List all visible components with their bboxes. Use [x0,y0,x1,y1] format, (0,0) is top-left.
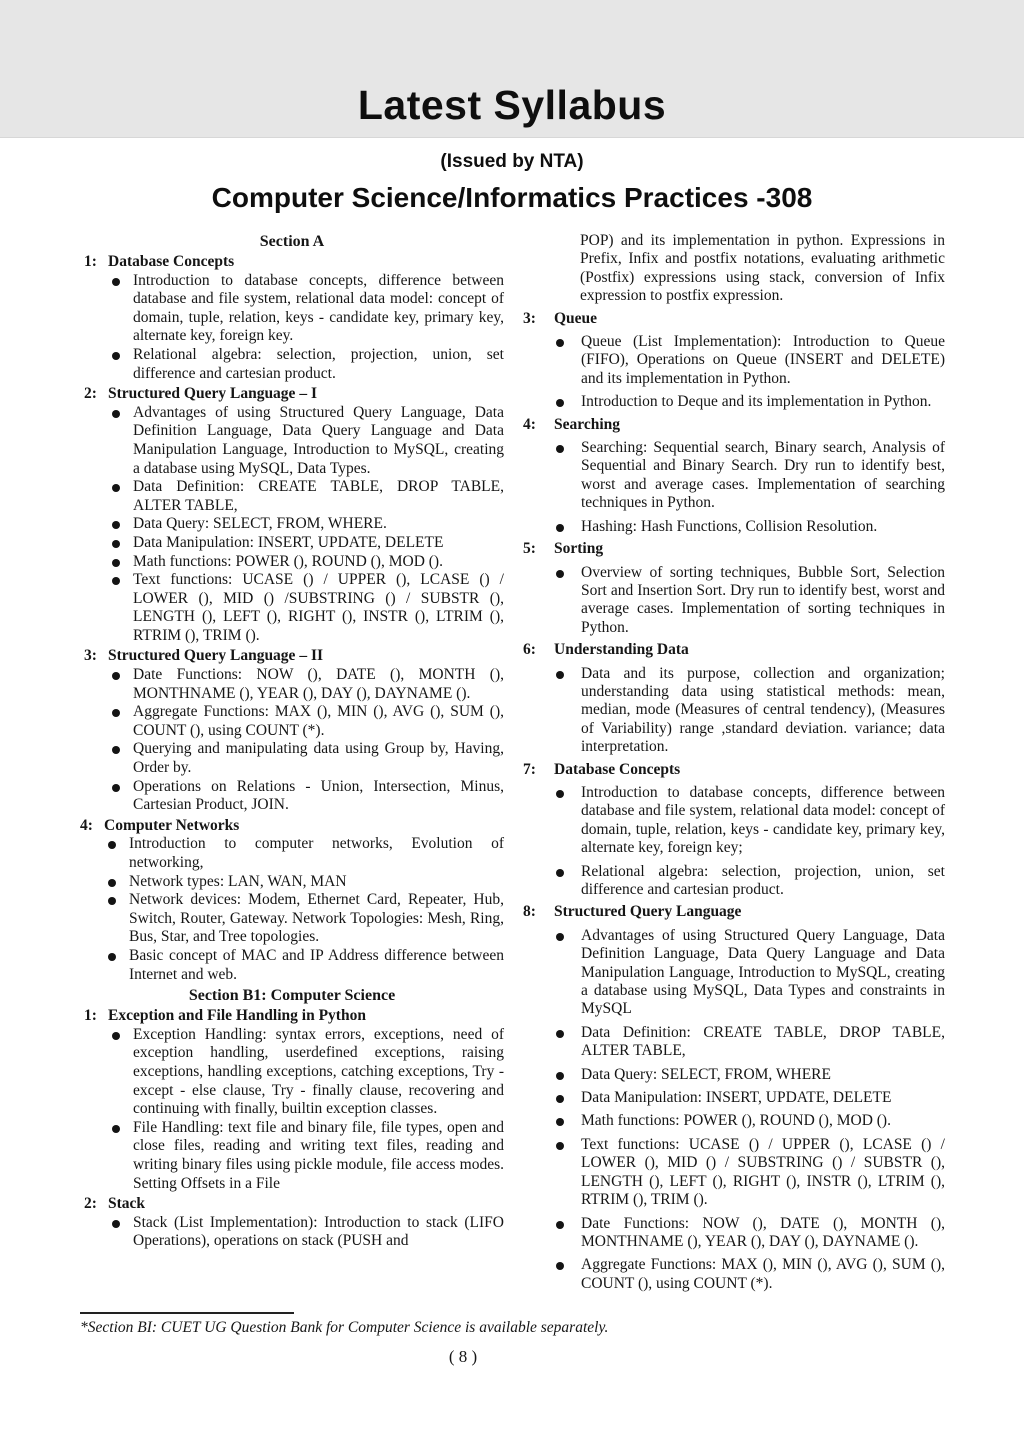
bullet-icon [556,445,564,453]
bullet-text: Math functions: POWER (), ROUND (), MOD (). [581,1112,891,1130]
item-title: Database Concepts [108,253,235,270]
item-number: 4: [523,415,536,433]
bullet-icon [112,746,120,754]
bullet-icon [112,577,120,585]
bullet-text: Data Definition: CREATE TABLE, DROP TABLE, ALTER TABLE, [133,478,504,514]
bullet [554,1024,945,1061]
item-7-database-concepts [521,761,945,900]
bullet [108,534,504,553]
bullet-text: Data and its purpose, collection and organization; understanding data using statistical methods: mean, median, mode (Measures of central tendency), (Measures of Variability) range ,standard deviation. variance; data interpretation. [581,664,945,756]
bullet-icon [112,484,120,492]
item-title: Understanding Data [554,641,689,659]
bullet-icon [108,897,116,905]
bullet [108,1214,504,1251]
bullet-text: Data Manipulation: INSERT, UPDATE, DELETE [133,533,444,551]
bullet [554,665,945,757]
bullet [108,666,504,703]
item-8-structured-query-language [521,903,945,1293]
item-title: Stack [108,1195,146,1213]
bullet [554,393,945,411]
bullet-text: Advantages of using Structured Query Language, Data Definition Language, Data Query Language and Data Manipulation Language, Introduction to MySQL, creating a database using MySQL, Data Types. [133,403,504,477]
bullet [108,778,504,815]
bullet-icon [556,1118,564,1126]
bullet [554,1215,945,1252]
bullet-text: Operations on Relations - Union, Intersection, Minus, Cartesian Product, JOIN. [133,777,504,814]
bullet-text: Relational algebra: selection, projection, union, set difference and cartesian product. [581,862,945,898]
bullet-text: Introduction to Deque and its implementation in Python. [581,393,932,411]
bullet [554,1066,945,1084]
bullet [108,1119,504,1193]
bullet-text: Introduction to database concepts, difference between database and file system, relational data model: concept of domain, tuple, relation, keys - candidate key, primary key, alternate key, foreign key. [133,271,504,345]
bullet [104,835,504,872]
item-number: 8: [523,903,536,921]
bullet-icon [556,1221,564,1229]
bullet-text: Aggregate Functions: MAX (), MIN (), AVG (), SUM (), COUNT (), using COUNT (*). [581,1256,945,1292]
bullet-icon [556,671,564,679]
item-1-exception-file-handling [80,1007,504,1193]
bullet-text: Querying and manipulating data using Group by, Having, Order by. [133,740,504,777]
bullet-icon [556,570,564,578]
item-title: Computer Networks [104,816,240,834]
bullet-icon [556,1262,564,1270]
bullet [108,346,504,383]
bullet-text: File Handling: text file and binary file, file types, open and close files, reading and writing text files, reading and writing binary files using pickle module, file access modes. Setting Offsets in a File [133,1118,504,1192]
item-number: 2: [84,1195,97,1213]
bullet [554,863,945,900]
bullet-text: Introduction to computer networks, Evolution of networking, [129,835,504,871]
bullet [554,1136,945,1210]
bullet [104,947,504,984]
item-number: 3: [523,309,536,327]
bullet-icon [108,841,116,849]
item-number: 2: [84,385,97,403]
stack-continuation-text: POP) and its implementation in python. Expressions in Prefix, Infix and postfix notations, evaluating arithmetic (Postfix) expressions using stack, conversion of Infix expression to postfix expression. [580,232,945,305]
bullet-text: Data Query: SELECT, FROM, WHERE. [133,515,387,533]
bullet [108,553,504,572]
item-number: 7: [523,760,536,778]
item-title: Exception and File Handling in Python [108,1007,366,1025]
bullet-text: Advantages of using Structured Query Language, Data Definition Language, Data Query Language and Data Manipulation Language, Introduction to MySQL, creating a database using MySQL, Data Types and constraints in MySQL [581,926,945,1018]
bullet-text: Math functions: POWER (), ROUND (), MOD (). [133,552,443,570]
bullet [554,1256,945,1293]
footnote-text: *Section BI: CUET UG Question Bank for Computer Science is available separately. [80,1319,609,1336]
bullet [108,404,504,478]
bullet [108,515,504,534]
item-3-queue [521,310,945,412]
item-title: Structured Query Language – II [108,647,324,665]
bullet [554,333,945,388]
bullet [108,571,504,645]
bullet-text: Basic concept of MAC and IP Address difference between Internet and web. [129,946,504,983]
bullet-icon [112,521,120,529]
item-title: Structured Query Language – I [108,385,317,403]
bullet [554,564,945,638]
bullet [108,740,504,777]
item-6-understanding-data [521,641,945,756]
bullet-icon [112,709,120,717]
bullet-icon [108,953,116,961]
bullet-text: Data Manipulation: INSERT, UPDATE, DELETE [581,1089,892,1107]
item-number: 3: [84,647,97,665]
subject-title: Computer Science/Informatics Practices -308 [211,182,813,213]
issued-by-text: (Issued by NTA) [440,151,584,172]
item-title: Queue [554,309,598,327]
bullet-icon [556,1095,564,1103]
item-number: 1: [84,253,97,270]
bullet-icon [556,1030,564,1038]
bullet-text: Data Query: SELECT, FROM, WHERE [581,1065,831,1083]
bullet-icon [112,672,120,680]
bullet-icon [112,352,120,360]
bullet-icon [112,410,120,418]
item-number: 1: [84,1007,97,1025]
bullet-text: Exception Handling: syntax errors, exceptions, need of exception handling, userdefined exceptions, raising exceptions, handling exceptions, catching exceptions, Try - except - else clause, Try - finally clause, recovering and continuing with finally, builtin exception classes. [133,1025,504,1118]
bullet [108,703,504,740]
item-3-sql-2 [80,647,504,814]
bullet-icon [108,879,116,887]
item-title: Searching [554,415,621,433]
item-5-sorting [521,540,945,637]
bullet [104,873,504,892]
bullet-text: Text functions: UCASE () / UPPER (), LCASE () / LOWER (), MID () /SUBSTRING () / SUBSTR (), LENGTH (), LEFT (), RIGHT (), INSTR (), LTRIM (), RTRIM (), TRIM (). [133,571,504,644]
item-number: 5: [523,540,536,558]
bullet-text: Text functions: UCASE () / UPPER (), LCASE () / LOWER (), MID () / SUBSTRING () / SUBSTR (), LENGTH (), LEFT (), RIGHT (), INSTR (), LTRIM (), RTRIM (), TRIM (). [581,1135,945,1209]
item-2-stack [80,1195,504,1251]
bullet-text: Network types: LAN, WAN, MAN [129,872,347,890]
bullet-text: Relational algebra: selection, projection, union, set difference and cartesian product. [133,345,504,382]
bullet [554,1089,945,1107]
bullet-text: Network devices: Modem, Ethernet Card, Repeater, Hub, Switch, Router, Gateway. Network Topologies: Mesh, Ring, Bus, Star, and Tree topologies. [129,891,504,946]
bullet [108,272,504,346]
bullet [108,1026,504,1119]
item-4-searching [521,416,945,536]
bullet-icon [556,1142,564,1150]
page-title: Latest Syllabus [357,82,667,128]
bullet-text: Date Functions: NOW (), DATE (), MONTH (), MONTHNAME (), YEAR (), DAY (), DAYNAME (). [133,666,504,702]
bullet-icon [556,790,564,798]
bullet-text: Overview of sorting techniques, Bubble Sort, Selection Sort and Insertion Sort. Dry run to identify best, worst and average cases. Implementation of sorting techniques in Python. [581,563,945,636]
bullet-text: Aggregate Functions: MAX (), MIN (), AVG (), SUM (), COUNT (), using COUNT (*). [133,703,504,739]
section-a-heading: Section A [259,233,325,250]
bullet-icon [112,1125,120,1133]
bullet-text: Data Definition: CREATE TABLE, DROP TABLE, ALTER TABLE, [581,1023,945,1060]
bullet-icon [556,1072,564,1080]
bullet-icon [112,540,120,548]
bullet [554,1112,945,1130]
bullet [554,518,945,536]
bullet-icon [556,869,564,877]
bullet [104,891,504,947]
bullet-icon [556,524,564,532]
section-b1-heading: Section B1: Computer Science [188,987,396,1005]
item-4-computer-networks [80,817,504,984]
bullet [554,927,945,1019]
bullet-icon [556,399,564,407]
item-title: Sorting [554,540,604,558]
bullet-text: Hashing: Hash Functions, Collision Resolution. [581,517,878,535]
item-2-sql-1 [80,385,504,645]
bullet-icon [112,1220,120,1228]
page-number: ( 8 ) [448,1347,478,1366]
footnote-divider [80,1312,294,1314]
right-column [521,232,945,1293]
bullet-icon [112,278,120,286]
item-number: 6: [523,641,536,659]
bullet-icon [112,559,120,567]
bullet-text: Queue (List Implementation): Introduction to Queue (FIFO), Operations on Queue (INSERT and DELETE) and its implementation in Python. [581,333,945,387]
bullet [108,478,504,515]
bullet-text: Searching: Sequential search, Binary search, Analysis of Sequential and Binary Search. Dry run to identify best, worst and average cases. Implementation of searching techniques in Python. [581,439,945,512]
item-title: Structured Query Language [554,903,742,921]
bullet [554,784,945,858]
item-number: 4: [80,816,93,834]
item-1-database-concepts [80,253,504,383]
bullet-text: Date Functions: NOW (), DATE (), MONTH (), MONTHNAME (), YEAR (), DAY (), DAYNAME (). [581,1214,945,1250]
syllabus-columns [80,232,945,1293]
bullet-text: Stack (List Implementation): Introduction to stack (LIFO Operations), operations on stack (PUSH and [133,1213,504,1250]
bullet [554,439,945,513]
header-band [0,0,1024,138]
bullet-icon [112,784,120,792]
bullet-icon [556,933,564,941]
item-title: Database Concepts [554,760,681,778]
bullet-icon [556,339,564,347]
bullet-icon [112,1032,120,1040]
left-column [80,232,504,1293]
bullet-text: Introduction to database concepts, difference between database and file system, relational data model: concept of domain, tuple, relation, keys - candidate key, primary key, alternate key, foreign key; [581,783,945,857]
